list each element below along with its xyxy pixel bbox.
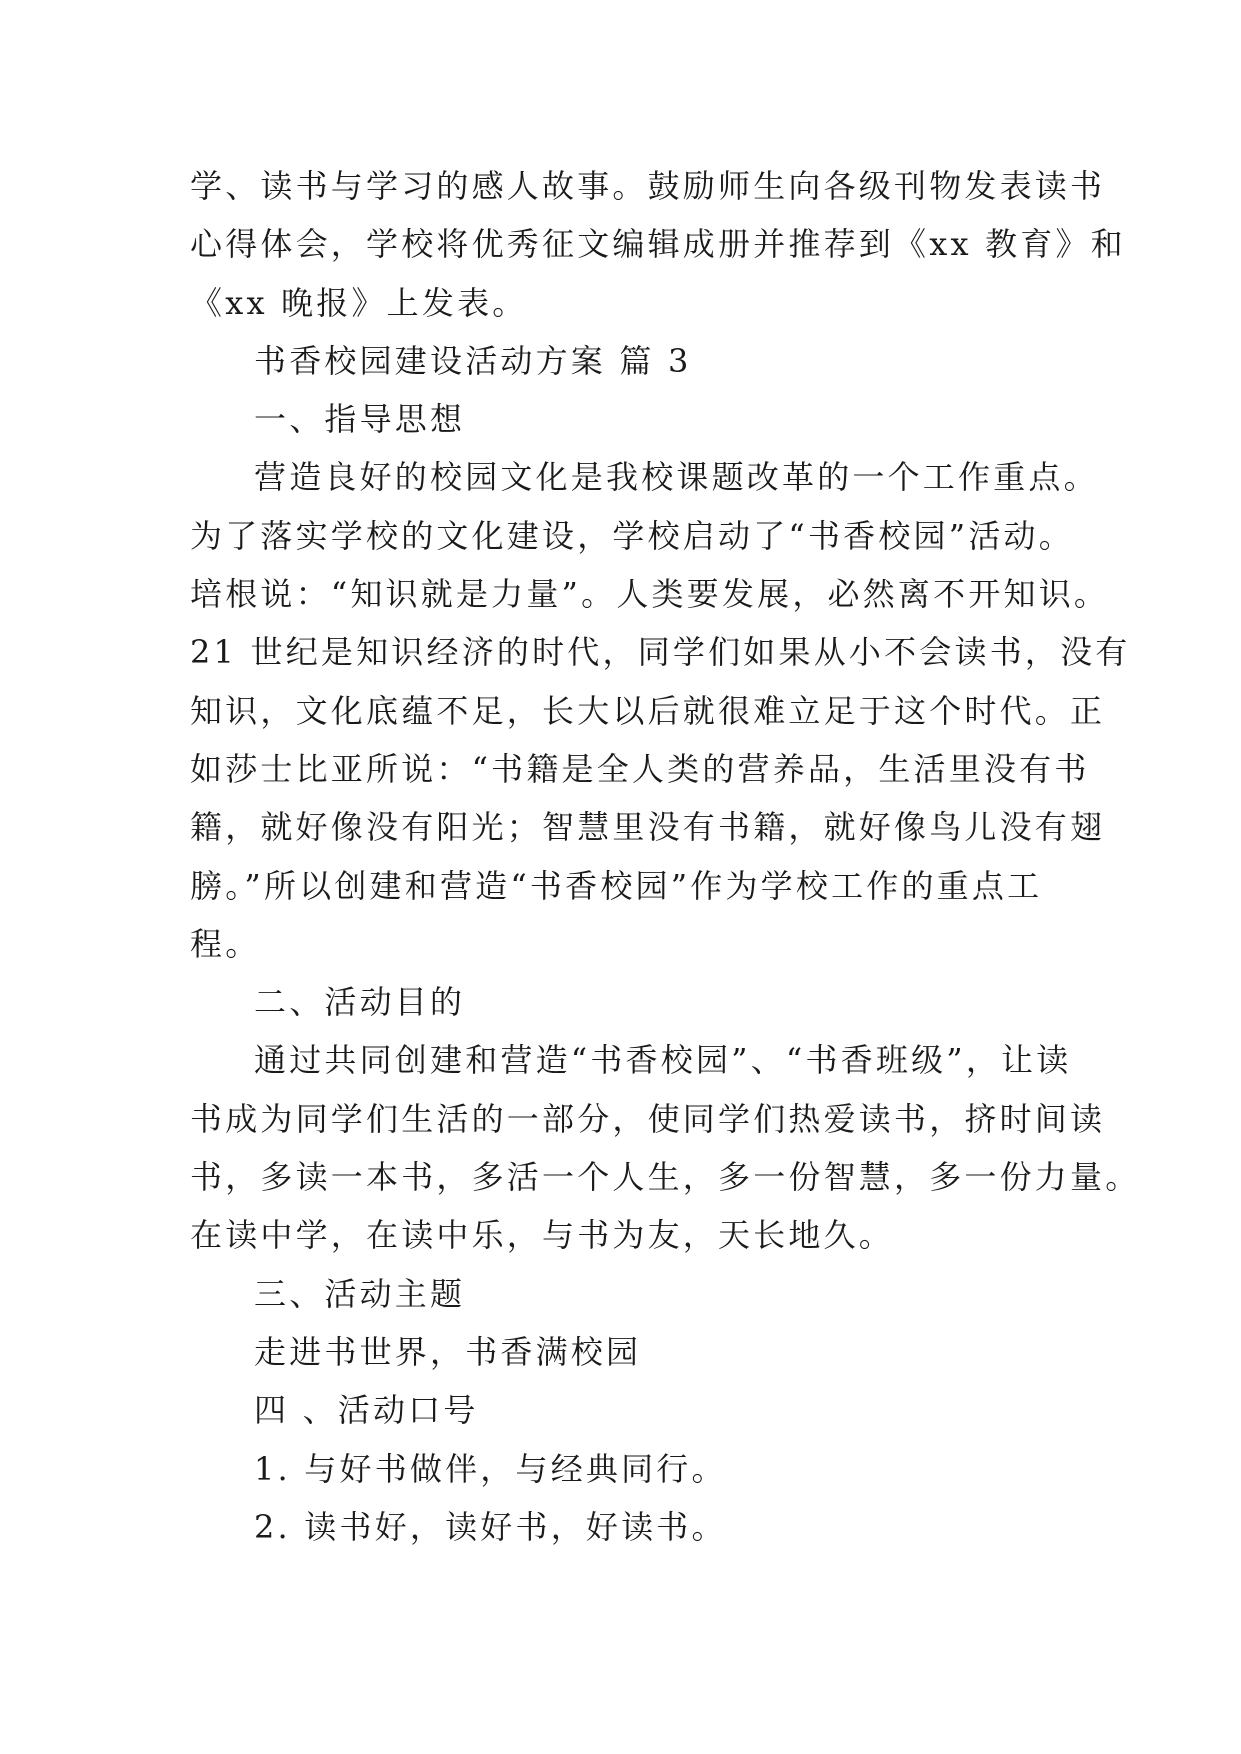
- body-line: 为了落实学校的文化建设，学校启动了“书香校园”活动。: [190, 516, 1074, 555]
- body-line: 营造良好的校园文化是我校课题改革的一个工作重点。: [254, 458, 1099, 497]
- heading-activity-slogan: 四 、活动口号: [254, 1391, 479, 1430]
- document-body: [190, 157, 1141, 1556]
- body-line: 走进书世界，书香满校园: [254, 1332, 642, 1371]
- body-line: 膀。”所以创建和营造“书香校园”作为学校工作的重点工: [190, 866, 1043, 905]
- list-item: 1. 与好书做伴，与经典同行。: [254, 1449, 727, 1488]
- body-line: 如莎士比亚所说：“书籍是全人类的营养品，生活里没有书: [190, 749, 1090, 788]
- body-line: 通过共同创建和营造“书香校园”、“书香班级”，让读: [254, 1041, 1072, 1080]
- body-line: 程。: [190, 924, 261, 963]
- heading-activity-theme: 三、活动主题: [254, 1274, 466, 1313]
- list-item: 2. 读书好，读好书，好读书。: [254, 1507, 727, 1546]
- heading-guiding-ideology: 一、指导思想: [254, 400, 466, 439]
- body-line: 书成为同学们生活的一部分，使同学们热爱读书，挤时间读: [190, 1099, 1106, 1138]
- body-line: 籍，就好像没有阳光；智慧里没有书籍，就好像鸟儿没有翅: [190, 808, 1106, 847]
- body-line: 在读中学，在读中乐，与书为友，天长地久。: [190, 1216, 895, 1255]
- body-line: 心得体会，学校将优秀征文编辑成册并推荐到《xx 教育》和: [190, 225, 1126, 264]
- body-line: 《xx 晚报》上发表。: [190, 283, 528, 322]
- heading-activity-purpose: 二、活动目的: [254, 983, 466, 1022]
- section-title: 书香校园建设活动方案 篇 3: [254, 341, 692, 380]
- body-line: 培根说：“知识就是力量”。人类要发展，必然离不开知识。: [190, 575, 1110, 614]
- body-line: 知识，文化底蕴不足，长大以后就很难立足于这个时代。正: [190, 691, 1106, 730]
- body-line: 书，多读一本书，多活一个人生，多一份智慧，多一份力量。: [190, 1158, 1141, 1197]
- body-line: 21 世纪是知识经济的时代，同学们如果从小不会读书，没有: [190, 633, 1131, 672]
- body-line: 学、读书与学习的感人故事。鼓励师生向各级刊物发表读书: [190, 167, 1106, 205]
